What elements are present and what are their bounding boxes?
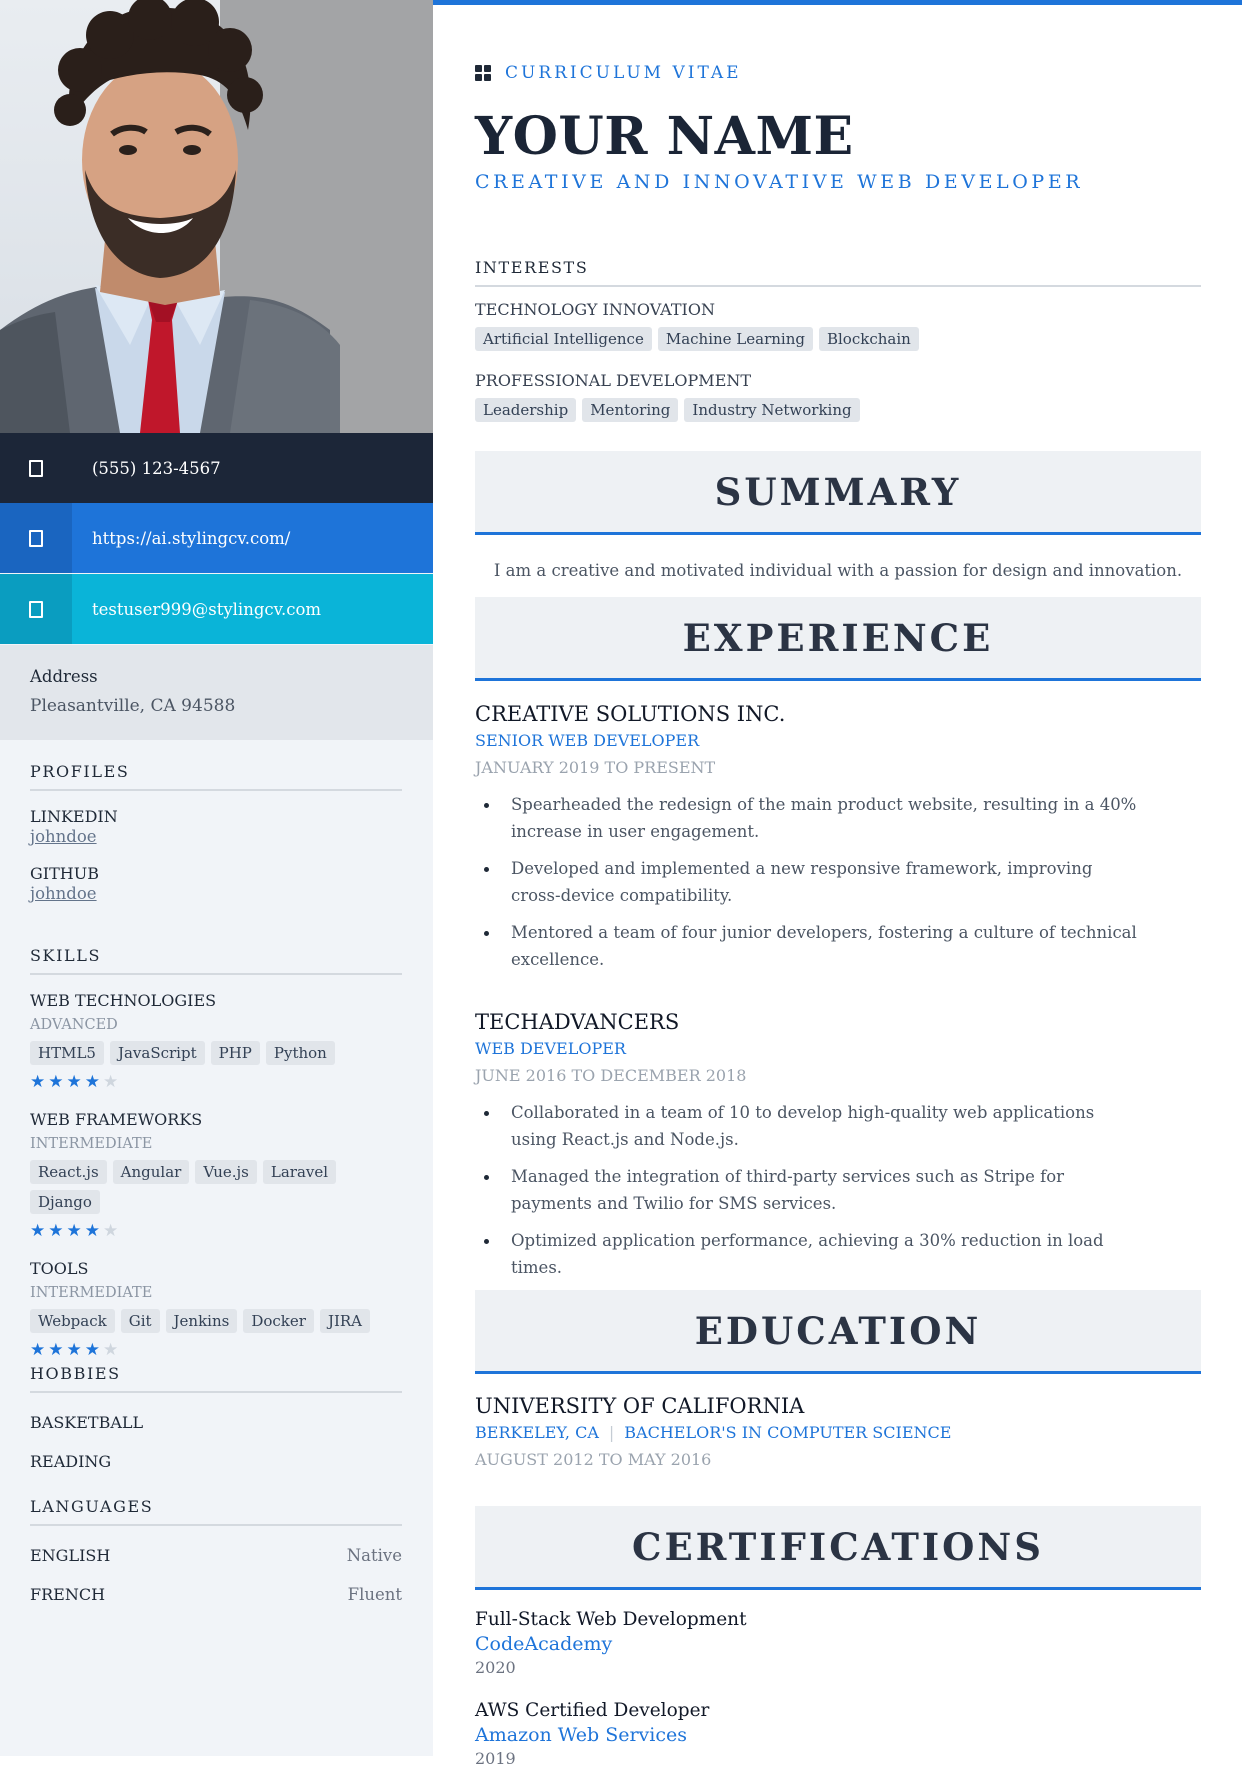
skill-keyword: Python (266, 1041, 335, 1065)
skill-level: ADVANCED (30, 1017, 118, 1033)
phone-icon (0, 433, 72, 503)
interest-group (475, 300, 1201, 351)
profiles-section (30, 762, 402, 903)
candidate-name: YOUR NAME (475, 106, 854, 167)
summary-text: I am a creative and motivated individual with a passion for design and innovation. (493, 561, 1183, 580)
education-meta (475, 1423, 1201, 1442)
job-highlights (475, 791, 1201, 973)
job-highlight: Spearheaded the redesign of the main product website, resulting in a 40% increase in user engagement. (475, 791, 1140, 845)
job-dates: JUNE 2016 TO DECEMBER 2018 (475, 1066, 747, 1085)
languages-heading: LANGUAGES (30, 1497, 402, 1526)
star-icon: ★ (66, 1072, 85, 1092)
certification-entry (475, 1609, 1201, 1677)
job-company: TECHADVANCERS (475, 1010, 680, 1034)
certification-entry (475, 1700, 1201, 1768)
interest-keyword: Machine Learning (658, 327, 813, 351)
skill-keyword: Django (30, 1190, 100, 1214)
skill-name: TOOLS (30, 1259, 89, 1278)
star-icon: ★ (84, 1340, 103, 1360)
experience-heading-band (475, 597, 1201, 681)
address-label: Address (30, 667, 98, 686)
interest-group-name: PROFESSIONAL DEVELOPMENT (475, 371, 752, 390)
job-highlight: Collaborated in a team of 10 to develop high-quality web applications using React.js and Node.js. (475, 1099, 1140, 1153)
sidebar (0, 0, 433, 1756)
skill-keyword: HTML5 (30, 1041, 104, 1065)
skill-item (30, 991, 402, 1092)
star-icon: ★ (84, 1072, 103, 1092)
interest-keyword: Blockchain (819, 327, 919, 351)
skill-rating (30, 1340, 402, 1360)
skill-keyword: Laravel (263, 1160, 336, 1184)
star-icon: ★ (30, 1340, 49, 1360)
skill-keyword: Git (121, 1309, 160, 1333)
star-icon: ★ (48, 1221, 67, 1241)
interest-keyword: Leadership (475, 398, 576, 422)
hobbies-section (30, 1364, 402, 1471)
skill-keyword: PHP (211, 1041, 260, 1065)
education-degree: BACHELOR'S IN COMPUTER SCIENCE (624, 1423, 952, 1442)
star-icon: ★ (66, 1340, 85, 1360)
job-entry (475, 702, 1201, 983)
job-highlight: Mentored a team of four junior developers, fostering a culture of technical excellence. (475, 919, 1140, 973)
profile-item (30, 807, 402, 846)
top-accent-bar (433, 0, 1242, 5)
portrait-illustration (0, 0, 433, 433)
certification-name: AWS Certified Developer (475, 1700, 710, 1721)
language-item (30, 1585, 402, 1604)
certification-issuer: CodeAcademy (475, 1633, 613, 1655)
profile-username-link[interactable]: johndoe (30, 884, 97, 903)
candidate-title: CREATIVE AND INNOVATIVE WEB DEVELOPER (475, 171, 1084, 193)
profile-network: LINKEDIN (30, 807, 118, 826)
job-dates: JANUARY 2019 TO PRESENT (475, 758, 716, 777)
star-icon: ★ (103, 1340, 122, 1360)
skill-keyword: JIRA (320, 1309, 370, 1333)
cv-label-text: CURRICULUM VITAE (505, 63, 742, 83)
language-name: FRENCH (30, 1585, 106, 1604)
contact-email[interactable] (0, 574, 433, 644)
certifications-heading-band (475, 1506, 1201, 1590)
job-highlight: Optimized application performance, achieving a 30% reduction in load times. (475, 1227, 1140, 1281)
language-item (30, 1546, 402, 1565)
languages-section (30, 1497, 402, 1604)
education-dates: AUGUST 2012 TO MAY 2016 (475, 1450, 712, 1469)
star-icon: ★ (30, 1072, 49, 1092)
interest-keyword: Mentoring (582, 398, 678, 422)
skill-keyword: JavaScript (110, 1041, 205, 1065)
education-school: UNIVERSITY OF CALIFORNIA (475, 1394, 805, 1418)
skill-item (30, 1110, 402, 1241)
language-fluency: Native (346, 1546, 402, 1565)
language-fluency: Fluent (347, 1585, 402, 1604)
experience-heading: EXPERIENCE (682, 615, 994, 660)
interest-group (475, 371, 1201, 422)
summary-heading-band (475, 451, 1201, 535)
summary-heading: SUMMARY (714, 469, 962, 514)
profile-photo (0, 0, 433, 433)
education-heading-band (475, 1290, 1201, 1374)
skill-keywords (30, 1309, 402, 1333)
email-link[interactable]: testuser999@stylingcv.com (92, 599, 322, 619)
envelope-icon (0, 574, 72, 644)
star-icon: ★ (103, 1072, 122, 1092)
certification-name: Full-Stack Web Development (475, 1609, 747, 1630)
contact-website[interactable] (0, 503, 433, 573)
language-name: ENGLISH (30, 1546, 111, 1565)
cv-label (475, 63, 742, 83)
star-icon: ★ (48, 1072, 67, 1092)
profiles-heading: PROFILES (30, 762, 402, 791)
phone-text: (555) 123-4567 (92, 458, 221, 478)
profile-item (30, 864, 402, 903)
star-icon: ★ (30, 1221, 49, 1241)
hobbies-heading: HOBBIES (30, 1364, 402, 1393)
job-company: CREATIVE SOLUTIONS INC. (475, 702, 786, 726)
skill-item (30, 1259, 402, 1360)
skill-keyword: Jenkins (166, 1309, 238, 1333)
profile-network: GITHUB (30, 864, 99, 883)
certification-issuer: Amazon Web Services (475, 1724, 688, 1746)
skill-level: INTERMEDIATE (30, 1136, 153, 1152)
grid-icon (475, 65, 491, 81)
skill-level: INTERMEDIATE (30, 1285, 153, 1301)
star-icon: ★ (48, 1340, 67, 1360)
interest-group-name: TECHNOLOGY INNOVATION (475, 300, 715, 319)
profile-username-link[interactable]: johndoe (30, 827, 97, 846)
skill-keywords (30, 1160, 402, 1214)
skills-heading: SKILLS (30, 946, 402, 975)
hobby-item: BASKETBALL (30, 1413, 144, 1432)
skill-rating (30, 1221, 402, 1241)
education-location: BERKELEY, CA (475, 1423, 599, 1442)
address-value: Pleasantville, CA 94588 (30, 696, 236, 716)
job-entry (475, 1010, 1201, 1291)
interest-keyword: Industry Networking (684, 398, 859, 422)
skill-keyword: React.js (30, 1160, 107, 1184)
globe-icon (0, 503, 72, 573)
skill-keyword: Webpack (30, 1309, 115, 1333)
skill-keyword: Vue.js (195, 1160, 257, 1184)
skills-section (30, 946, 402, 1360)
contact-phone[interactable] (0, 433, 433, 503)
skill-keyword: Angular (113, 1160, 190, 1184)
certifications-heading: CERTIFICATIONS (632, 1524, 1044, 1569)
certification-year: 2019 (475, 1749, 516, 1768)
skill-keyword: Docker (243, 1309, 314, 1333)
skill-name: WEB TECHNOLOGIES (30, 991, 217, 1010)
address-block (0, 645, 433, 740)
job-highlight: Managed the integration of third-party services such as Stripe for payments and Twilio for SMS services. (475, 1163, 1140, 1217)
interest-keywords (475, 398, 1201, 422)
skill-keywords (30, 1041, 402, 1065)
certification-year: 2020 (475, 1658, 516, 1677)
skill-name: WEB FRAMEWORKS (30, 1110, 203, 1129)
interests-heading: INTERESTS (475, 258, 1201, 287)
job-highlight: Developed and implemented a new responsive framework, improving cross-device compatibility. (475, 855, 1140, 909)
job-position: WEB DEVELOPER (475, 1039, 626, 1058)
education-heading: EDUCATION (694, 1308, 982, 1353)
education-separator: | (608, 1423, 615, 1442)
job-position: SENIOR WEB DEVELOPER (475, 731, 700, 750)
interest-keywords (475, 327, 1201, 351)
hobby-item: READING (30, 1452, 112, 1471)
skill-rating (30, 1072, 402, 1092)
star-icon: ★ (66, 1221, 85, 1241)
star-icon: ★ (103, 1221, 122, 1241)
education-entry (475, 1394, 1201, 1469)
star-icon: ★ (84, 1221, 103, 1241)
interest-keyword: Artificial Intelligence (475, 327, 652, 351)
website-link[interactable]: https://ai.stylingcv.com/ (92, 528, 291, 548)
job-highlights (475, 1099, 1201, 1281)
